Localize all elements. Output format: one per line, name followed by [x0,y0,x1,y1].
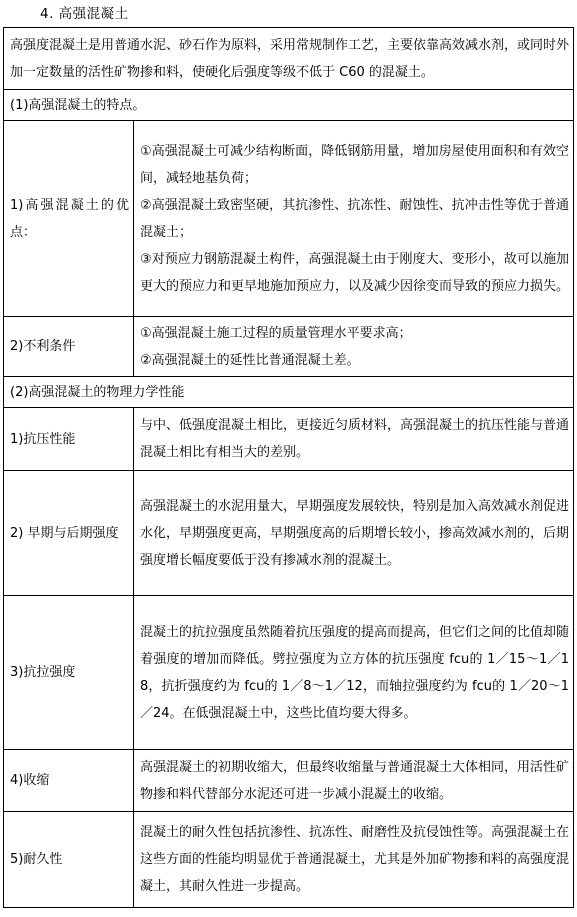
property-row [4,812,574,908]
advantage-item: ①高强混凝土可减少结构断面，降低钢筋用量，增加房屋使用面积和有效空间，减轻地基负荷； [140,143,570,186]
section1-title: (1)高强混凝土的特点。 [4,90,574,121]
property-row [4,596,574,750]
property-row [4,750,574,812]
advantages-row [4,121,574,317]
content-table [3,27,574,908]
advantage-item: ②高强混凝土致密坚硬，其抗渗性、抗冻性、耐蚀性、抗冲击性等优于普通混凝土； [140,197,570,240]
property-row [4,471,574,596]
property-label: 4)收缩 [4,750,134,812]
property-text: 混凝土的耐久性包括抗渗性、抗冻性、耐磨性及抗侵蚀性等。高强混凝土在这些方面的性能均明显优于普通混凝土，尤其是外加矿物掺和料的高强度混凝土，其耐久性进一步提高。 [134,812,574,908]
property-row [4,408,574,471]
property-text: 与中、低强度混凝土相比，更接近匀质材料，高强混凝土的抗压性能与普通混凝土相比有相当大的差别。 [134,408,574,471]
intro-text: 高强度混凝土是用普通水泥、砂石作为原料，采用常规制作工艺，主要依靠高效减水剂，或同时外加一定数量的活性矿物掺和料，使硬化后强度等级不低于 C60 的混凝土。 [4,28,574,90]
property-label: 3)抗拉强度 [4,596,134,750]
disadvantage-item: ①高强混凝土施工过程的质量管理水平要求高； [140,325,412,341]
disadvantages-row [4,317,574,377]
section1-title-row [4,90,574,121]
intro-row [4,28,574,90]
advantage-item: ③对预应力钢筋混凝土构件，高强混凝土由于刚度大、变形小，故可以施加更大的预应力和更早地施加预应力，以及减少因徐变而导致的预应力损失。 [140,251,570,294]
disadvantages-label: 2)不利条件 [4,317,134,377]
property-text: 混凝土的抗拉强度虽然随着抗压强度的提高而提高，但它们之间的比值却随着强度的增加而降低。劈拉强度为立方体的抗压强度 fcu的 1／15～1／18，抗折强度约为 fcu的 1／8～1／12，而轴拉强度约为 fcu的 1／20～1／24。在低强混凝土中，这些比值均要大得多。 [134,596,574,750]
advantages-label: 1)高强混凝土的优点： [4,121,134,317]
advantages-cell [134,121,574,317]
property-text: 高强混凝土的初期收缩大，但最终收缩量与普通混凝土大体相同，用活性矿物掺和料代替部分水泥还可进一步减小混凝土的收缩。 [134,750,574,812]
section2-title: (2)高强混凝土的物理力学性能 [4,377,574,408]
property-label: 2) 早期与后期强度 [4,471,134,596]
property-label: 1)抗压性能 [4,408,134,471]
section2-title-row [4,377,574,408]
property-text: 高强混凝土的水泥用量大，早期强度发展较快，特别是加入高效减水剂促进水化，早期强度更高，早期强度高的后期增长较小，掺高效减水剂的，后期强度增长幅度要低于没有掺减水剂的混凝土。 [134,471,574,596]
disadvantage-item: ②高强混凝土的延性比普通混凝土差。 [140,352,360,368]
disadvantages-cell [134,317,574,377]
section-heading: 4. 高强混凝土 [40,6,129,22]
property-label: 5)耐久性 [4,812,134,908]
